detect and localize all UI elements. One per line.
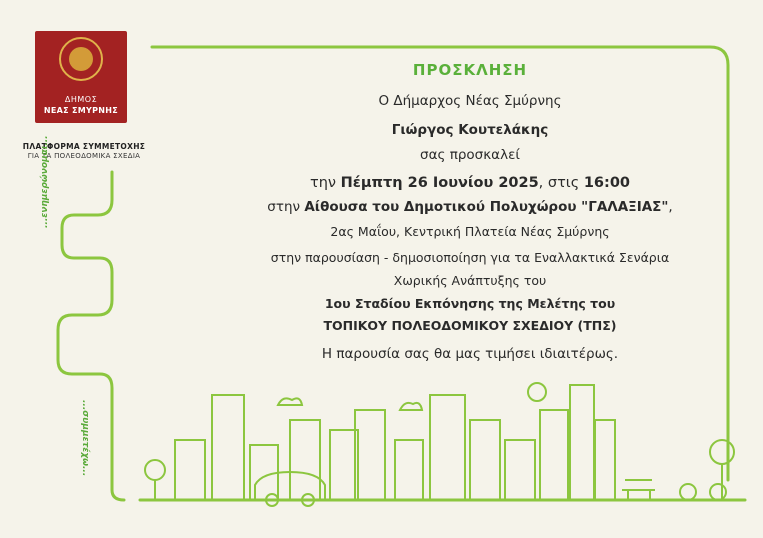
time-prefix: , στις xyxy=(538,175,584,191)
event-date: Πέμπτη 26 Ιουνίου 2025 xyxy=(340,175,539,191)
venue-prefix: στην xyxy=(267,199,305,215)
platform-title: ΠΛΑΤΦΟΡΜΑ ΣΥΜΜΕΤΟΧΗΣ xyxy=(22,142,146,151)
purpose-line-2: Χωρικής Ανάπτυξης του xyxy=(393,273,547,288)
side-text-informed: ...ενημερώνομαι... xyxy=(40,135,50,228)
venue-line xyxy=(180,199,760,215)
mayor-name: Γιώργος Κουτελάκης xyxy=(391,122,549,138)
platform-subtitle: ΓΙΑ ΤΑ ΠΟΛΕΟΔΟΜΙΚΑ ΣΧΕΔΙΑ xyxy=(27,152,141,160)
side-text-participate: ...συμμετέχω... xyxy=(80,400,90,477)
invitation-title: ΠΡΟΣΚΛΗΣΗ xyxy=(412,61,528,79)
purpose-line-1: στην παρουσίαση - δημοσιοποίηση για τα Εναλλακτικά Σενάρια xyxy=(270,250,670,265)
event-venue: Αίθουσα του Δημοτικού Πολυχώρου "ΓΑΛΑΞΙΑΣ" xyxy=(304,199,669,215)
plan-line: ΤΟΠΙΚΟΥ ΠΟΛΕΟΔΟΜΙΚΟΥ ΣΧΕΔΙΟΥ (ΤΠΣ) xyxy=(323,318,617,333)
seal-icon xyxy=(59,37,103,81)
mayor-role: Ο Δήμαρχος Νέας Σμύρνης xyxy=(378,93,562,109)
stage-line: 1ου Σταδίου Εκπόνησης της Μελέτης του xyxy=(324,296,616,311)
venue-suffix: , xyxy=(668,199,673,215)
logo-line-2: ΝΕΑΣ ΣΜΥΡΝΗΣ xyxy=(43,106,119,115)
invites-text: σας προσκαλεί xyxy=(420,147,520,163)
event-time: 16:00 xyxy=(583,175,630,191)
date-line xyxy=(180,175,760,191)
event-address: 2ας Μαΐου, Κεντρική Πλατεία Νέας Σμύρνης xyxy=(330,224,610,239)
municipality-logo xyxy=(35,31,127,123)
logo-line-1: ΔΗΜΟΣ xyxy=(64,95,98,104)
date-prefix: την xyxy=(310,175,341,191)
closing-line: Η παρουσία σας θα μας τιμήσει ιδιαιτέρως. xyxy=(321,346,619,362)
